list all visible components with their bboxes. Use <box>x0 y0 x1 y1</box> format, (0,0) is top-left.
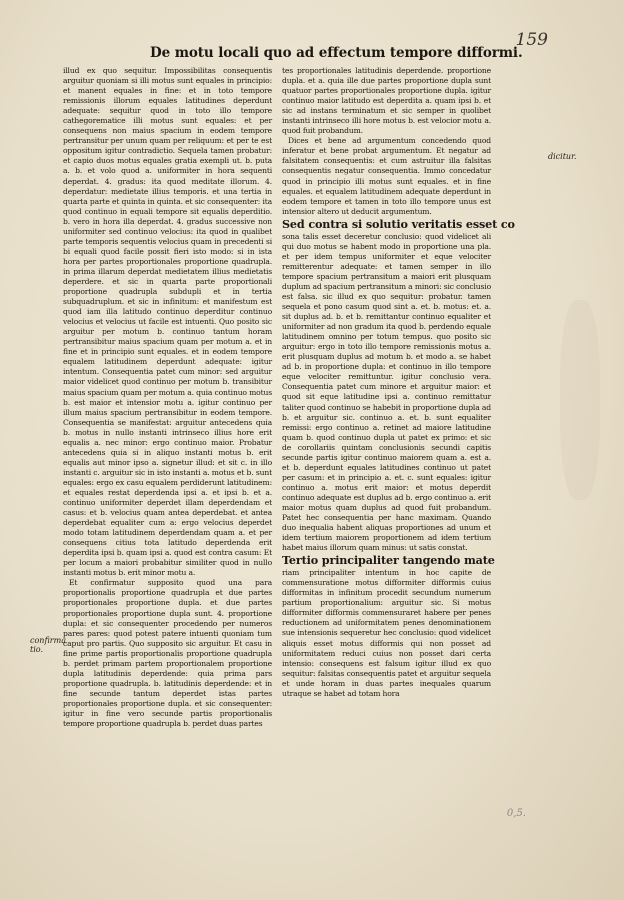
right-paragraph-1: tes proportionales latitudinis deperdende. proportione dupla. et a. quia ille due partes proportione dupla sunt quatuor partes proportionales proportione dupla. igitur continuo maior latitudo est deperdita a. quam ipsi b. et sic ad instans terminatum et sic semper in quolibet instanti intrinseco illi hore motus b. est velocior motu a. quod fuit probandum. <box>282 66 491 136</box>
right-paragraph-4: riam principaliter intentum in hoc capite de commensuratione motus difformiter difformis cuius difformitas in infinitum procedit secundum numerum partium proportionalium: arguitur sic. Si motus difformiter difformis commensuraret habere per penes reductionem ad uniformitatem penes denominationem sue intensionis sequeretur hec conclusio: quod videlicet aliquis esset motus difformis qui non posset ad uniformitatem reduci cuius non posset dari certa intensio: consequens est falsum igitur illud ex quo sequitur: falsitas consequentis patet et arguitur sequela et unde horam in duas partes inequales quarum utraque se habet ad totam hora <box>282 568 491 698</box>
pencil-annotation: 0,5. <box>506 808 526 819</box>
right-column <box>282 66 515 866</box>
left-paragraph-1: illud ex quo sequitur. Impossibilitas consequentis arguitur quoniam si illi motus sunt equales in principio: et manent equales in fine: et in toto tempore remissionis illorum equales latitudines deperdunt adequate: sequitur quod in toto illo tempore cathegorematice illi motus sunt equales: et per consequens non maius spacium in eodem tempore pertransitur per unum quam per reliquum: et per te est oppositum igitur contradictio. Sequela tamen probatur: et capio duos motus equales gratia exempli ut. b. puta a. b. et volo quod a. uniformiter in hora sequenti deperdat. 4. gradus: ita quod meditate illorum. 4. deperdatur: medietate illius temporis. et una tertia in quarta parte et quinta in quinta. et sic consequenter: ita quod continuo in equali tempore sit equalis deperditio. b. vero in hora illa deperdat. 4. gradus successive non uniformiter sed continuo velocius: ita quod in qualibet parte temporis sequentis velocius quam in precedenti si bi equali quod facile possit fieri isto modo: si in ista hora per partes proportionales proportione quadrupla. in prima illarum deperdat medietatem illius medietatis deperdere. et sic in quarta parte proportionali proportione quadrupla subdupli et in tertia subquadruplum. et sic in infinitum: et manifestum est quod iam illa latitudo continuo deperditur continuo velocius et velocius ut facile est intuenti. Quo posito sic arguitur per motum b. continuo tantum horam pertransibitur maius spacium quam per motum a. et in fine et in principio sunt equales. et in eodem tempore equalem latitudinem deperdunt adequate: igitur intentum. Consequentia patet cum minor: sed arguitur maior videlicet quod continuo per motum b. transibitur maius spacium quam per motum a. quia continuo motus b. est maior et intensior motu a. igitur continuo per illum maius spacium pertransibitur in eodem tempore. Consequentia se manifestat: arguitur antecedens quia b. motus in nullo instanti intrinseco illius hore erit equalis a. nec minor: ergo continuo maior. Probatur antecedens quia si in aliquo instanti motus b. erit equalis aut minor ipso a. signetur illud: et sit c. in illo instanti c. arguitur sic in isto instanti a. motus et b. sunt equales: ergo ex casu equalem perdiderunt latitudinem: et equales restat deperdenda ipsi a. et ipsi b. et a. continuo uniformiter deperdet illam deperdendam et casus: et b. velocius quam antea deperdebat. et antea deperdebat equaliter cum a: ergo velocius deperdet modo totam latitudinem deperdendam quam a. et per consequens citius tota latitudo deperdenda erit deperdita ipsi b. quam ipsi a. quod est contra casum: Et per locum a maiori probabitur similiter quod in nullo instanti motus b. erit minor motu a. <box>63 66 272 578</box>
left-paragraph-2: Et confirmatur supposito quod una para proportionalis proportione quadrupla et due partes proportionales proportione dupla. et due partes proportionales proportione dupla sunt. 4. proportione dupla: et sic consequenter procedendo per numeros pares pares: quod potest patere intuenti quoniam tum caput pro partis. Quo supposito sic arguitur. Et casu in fine prime partis proportionalis proportione quadrupla b. perdet primam partem proportionalem proportione dupla latitudinis deperdende: quia prima pars proportione quadrupla. b. latitudinis deperdende: et in fine secunde tantum deperdet istas partes proportionales proportione dupla. et sic consequenter: igitur in fine vero secunde partis proportionalis tempore proportione quadrupla b. perdet duas partes <box>63 578 272 729</box>
folio-number: 159 <box>515 30 548 50</box>
right-paragraph-2: Dices et bene ad argumentum concedendo quod inferatur et bene probat argumentum. Et negatur ad falsitatem consequentis: et cum astruitur illa falsitas consequentis negatur consequentia. Immo concedatur quod in principio illi motus sunt equales. et in fine equales. et equalem latitudinem adequate deperdunt in eodem tempore et tamen in toto illo tempore unus est intensior altero ut deducit argumentum. <box>282 136 491 216</box>
left-column <box>63 66 272 866</box>
section-heading-1: Sed contra si solutio veritatis esset co <box>282 216 515 231</box>
margin-note-right: dicitur. <box>548 152 577 161</box>
page-title: De motu locali quo ad effectum tempore difformi. <box>150 45 523 61</box>
section-heading-2: Tertio principaliter tangendo mate <box>282 553 495 568</box>
paper-stain <box>560 300 600 500</box>
margin-note-left: confirma tio. <box>30 636 66 654</box>
right-paragraph-3: sona talis esset deceretur conclusio: quod videlicet ali qui duo motus se habent modo in proportione una pla. et per idem tempus uniformiter et eque velociter remitterentur adequate: et tamen semper in illo tempore spacium pertransitum a maiori erit plusquam duplum ad spacium pertransitum a minori: sic conclusio est falsa. sic illud ex quo sequitur: probatur. tamen sequela et pono casum quod sint a. et. b. motus: et. a. sit duplus ad. b. et b. remittantur continuo equaliter et uniformiter ad non gradum ita quod b. perdendo equale latitudinem omnino per totum tempus. quo posito sic arguitur: ergo in toto illo tempore remissionis motus a. erit plusquam duplus ad motum b. et modo a. se habet ad b. in proportione dupla: et continuo in illo tempore eque velociter remittuntur. igitur conclusio vera. Consequentia patet cum minore et arguitur maior: et quod sit eque latitudine ipsi a. continuo remittatur taliter quod continuo se habebit in proportione dupla ad b. et arguitur sic. continuo a. et. b. sunt equaliter remissi: ergo continuo a. retinet ad maiore latitudine quam b. quod continuo dupla ut patet ex primo: et sic de corollariis quintam conclusionis secundi capitis secunde partis igitur continuo maiorem quam a. est a. et b. deperdunt equales latitudines continuo ut patet per casum: et in principio a. et. c. sunt equales: igitur continuo a. motus erit maior: et motus deperdit continuo adequate est duplus ad b. ergo continuo a. erit maior motus quam duplus ad quod fuit probandum. Patet hec consequentia per hanc maximam. Quando duo inequalia habent aliquas proportiones ad unum et idem tertium maiorem proportionem ad idem tertium habet maius illorum quam minus: ut satis constat. <box>282 231 491 553</box>
